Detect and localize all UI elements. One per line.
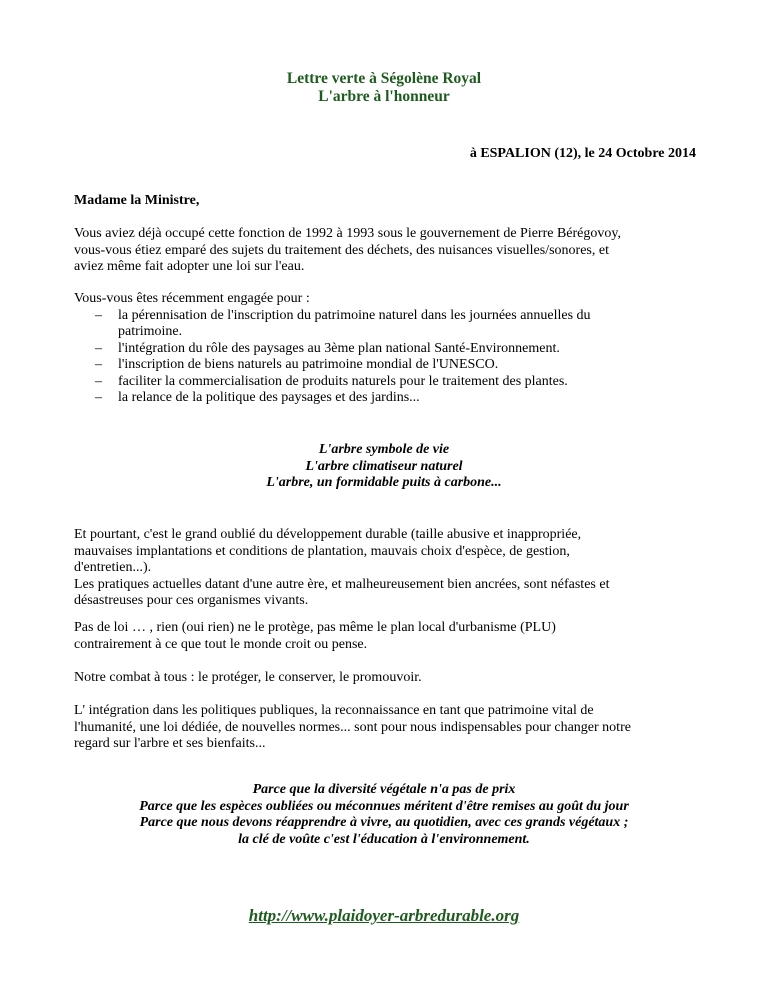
title-line-1: Lettre verte à Ségolène Royal [286,70,482,87]
paragraph-line: l'humanité, une loi dédiée, de nouvelles normes... sont pour nous indispensables pour changer notre [74,719,631,735]
commitments-list [74,308,696,407]
list-item [74,390,696,407]
list-item [74,374,696,391]
quote-line: Parce que les espèces oubliées ou méconnues méritent d'être remises au goût du jour [139,798,629,814]
quote-line: L'arbre, un formidable puits à carbone... [266,475,502,490]
paragraph-line: L' intégration dans les politiques publiques, la reconnaissance en tant que patrimoine vital de [74,703,594,718]
paragraph-line: mauvaises implantations et conditions de plantation, mauvais choix d'espèce, de gestion, [74,543,570,559]
list-item-text: faciliter la commercialisation de produits naturels pour le traitement des plantes. [118,373,568,389]
website-link[interactable]: http://www.plaidoyer-arbredurable.org [248,906,520,925]
salutation: Madame la Ministre, [74,193,200,208]
dash-bullet: – [95,373,102,389]
paragraph-5: Notre combat à tous : le protéger, le conserver, le promouvoir. [74,670,422,685]
list-item [74,308,696,341]
quote-block-2 [0,782,768,848]
quote-line: la clé de voûte c'est l'éducation à l'environnement. [238,831,530,847]
dash-bullet: – [95,340,102,356]
quote-line: Parce que la diversité végétale n'a pas de prix [252,782,516,797]
paragraph-6 [74,703,696,753]
paragraph-line: d'entretien...). [74,560,152,575]
paragraph-line: contrairement à ce que tout le monde croit ou pense. [74,636,368,652]
list-item-text: la pérennisation de l'inscription du patrimoine naturel dans les journées annuelles du [118,307,591,323]
paragraph-2 [74,291,696,407]
dash-bullet: – [95,390,102,405]
website-link-container [0,906,768,926]
paragraph-line: Et pourtant, c'est le grand oublié du développement durable (taille abusive et inappropriée, [74,527,582,542]
list-item [74,341,696,358]
quote-block-1 [0,442,768,492]
paragraph-4 [74,620,696,653]
title-line-2: L'arbre à l'honneur [318,88,450,105]
paragraph-line: regard sur l'arbre et ses bienfaits... [74,736,266,751]
paragraph-line: Pas de loi … , rien (oui rien) ne le protège, pas même le plan local d'urbanisme (PLU) [74,620,556,635]
paragraph-line: désastreuses pour ces organismes vivants. [74,593,309,608]
list-item [74,357,696,374]
quote-line: L'arbre climatiseur naturel [305,458,463,474]
dateline: à ESPALION (12), le 24 Octobre 2014 [469,146,696,161]
paragraph-line: Les pratiques actuelles datant d'une autre ère, et malheureusement bien ancrées, sont néfastes et [74,576,610,592]
dash-bullet: – [95,307,102,323]
quote-line: Parce que nous devons réapprendre à vivre, au quotidien, avec ces grands végétaux ; [139,815,629,830]
dash-bullet: – [95,357,102,372]
paragraph-line: vous-vous étiez emparé des sujets du traitement des déchets, des nuisances visuelles/sonores, et [74,242,609,258]
paragraph-line: aviez même fait adopter une loi sur l'eau. [74,259,305,274]
list-intro: Vous-vous êtes récemment engagée pour : [74,291,310,306]
list-item-text: patrimoine. [118,324,183,339]
quote-line: L'arbre symbole de vie [318,442,450,457]
paragraph-line: Vous aviez déjà occupé cette fonction de 1992 à 1993 sous le gouvernement de Pierre Bérégovoy, [74,226,621,241]
list-item-text: la relance de la politique des paysages et des jardins... [118,390,420,405]
paragraph-1 [74,226,696,276]
letter-title [0,70,768,106]
list-item-text: l'intégration du rôle des paysages au 3ème plan national Santé-Environnement. [118,340,560,356]
list-item-text: l'inscription de biens naturels au patrimoine mondial de l'UNESCO. [118,357,499,372]
paragraph-3 [74,527,696,610]
